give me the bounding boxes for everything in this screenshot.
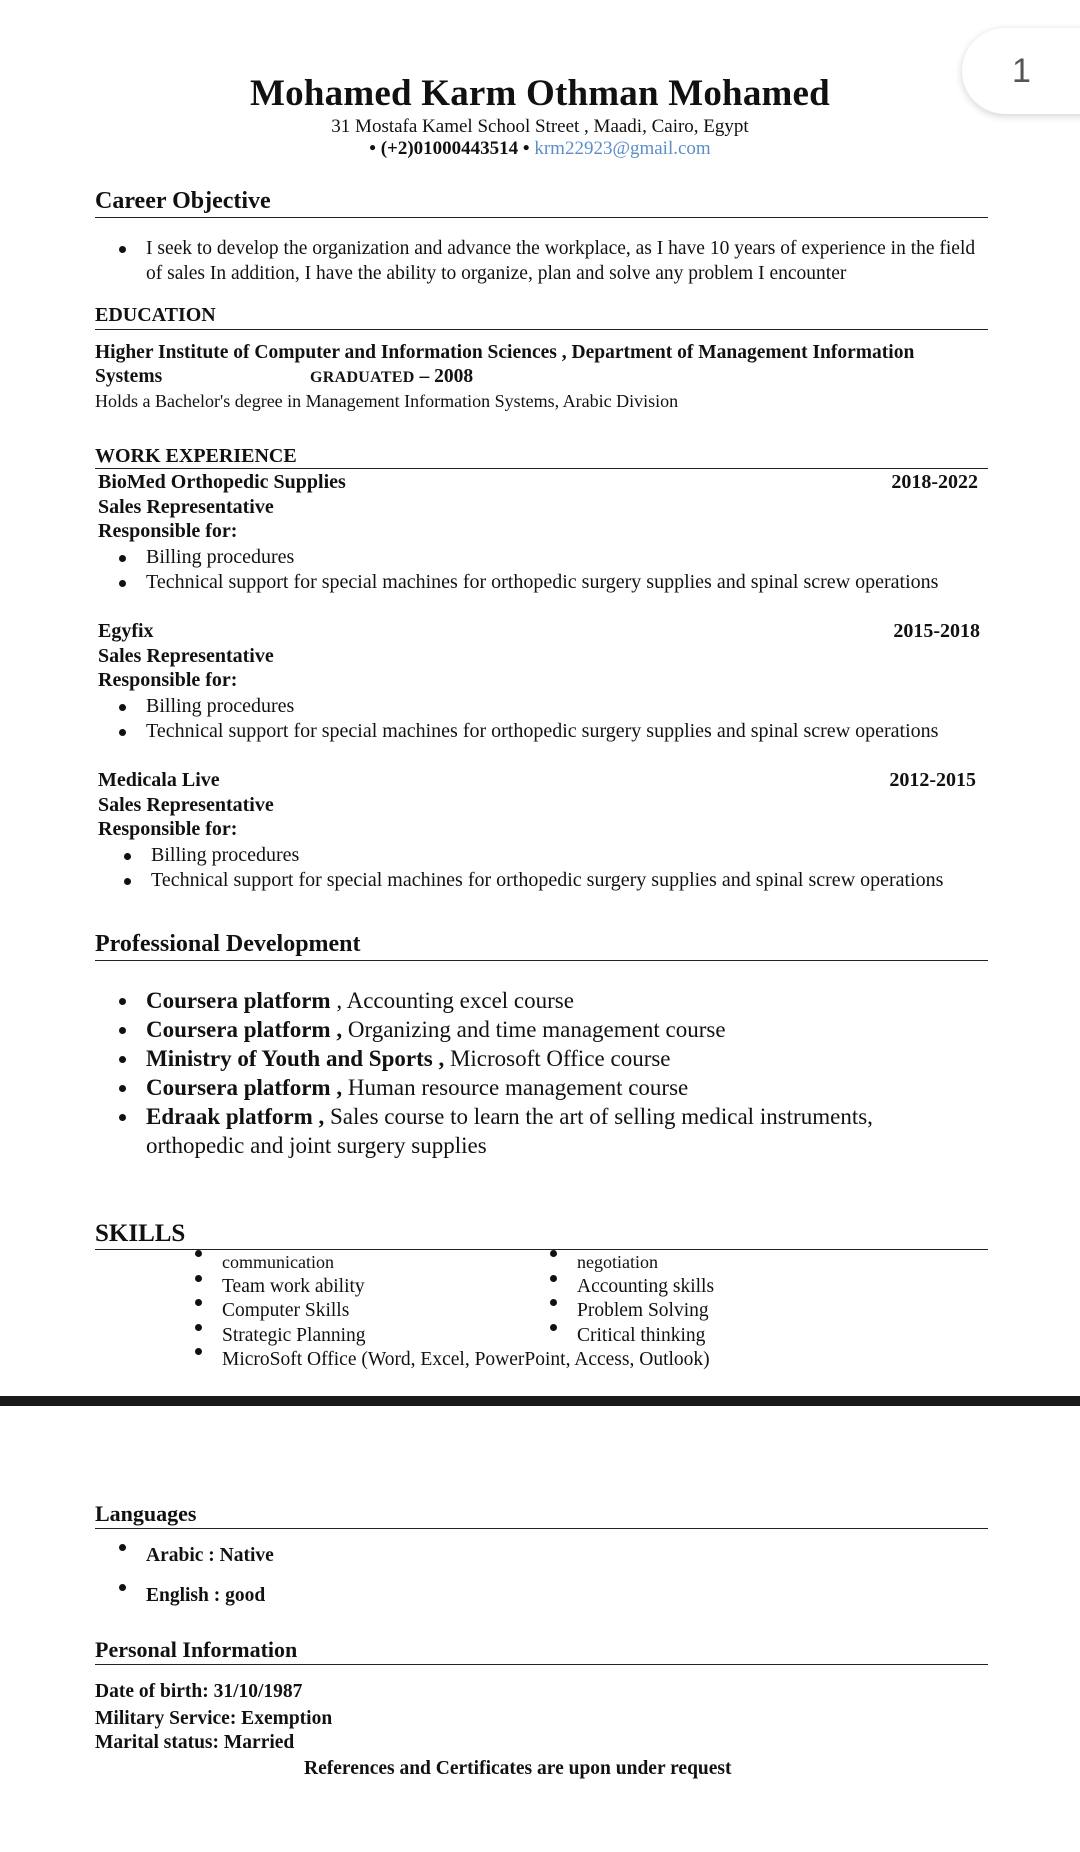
email-link[interactable]: krm22923@gmail.com bbox=[534, 138, 711, 159]
candidate-name: Mohamed Karm Othman Mohamed bbox=[250, 73, 830, 114]
job-1-role: Sales Representative bbox=[98, 496, 274, 518]
development-list bbox=[146, 986, 1016, 1160]
job-3-role: Sales Representative bbox=[98, 794, 274, 816]
list-item: Billing procedures bbox=[151, 843, 1051, 868]
job-1-duties bbox=[146, 545, 1046, 595]
course-name: Accounting excel course bbox=[346, 988, 574, 1013]
course-name: Microsoft Office course bbox=[449, 1046, 671, 1071]
job-3-company: Medicala Live bbox=[98, 769, 220, 791]
list-item: Computer Skills bbox=[222, 1299, 922, 1324]
languages-heading: Languages bbox=[95, 1500, 988, 1529]
job-2-role: Sales Representative bbox=[98, 645, 274, 667]
list-item: Arabic : Native bbox=[146, 1544, 746, 1568]
professional-development-heading: Professional Development bbox=[95, 929, 988, 961]
list-item: Billing procedures bbox=[146, 694, 1046, 719]
page-number-badge: 1 bbox=[962, 28, 1080, 114]
page-separator bbox=[0, 1396, 1080, 1406]
job-2-header bbox=[98, 619, 978, 644]
skills-right-list bbox=[577, 1250, 877, 1348]
list-item: Accounting skills bbox=[577, 1275, 877, 1300]
marital-status: Marital status: Married bbox=[95, 1732, 295, 1753]
list-item bbox=[146, 1044, 1016, 1073]
course-org: Ministry of Youth and Sports , bbox=[146, 1046, 445, 1071]
job-3-duties bbox=[151, 843, 1051, 893]
address: 31 Mostafa Kamel School Street , Maadi, Cairo, Egypt bbox=[331, 116, 749, 137]
course-org: Coursera platform , bbox=[146, 1075, 343, 1100]
list-item: Critical thinking bbox=[577, 1324, 877, 1349]
military-service: Military Service: Exemption bbox=[95, 1708, 333, 1729]
education-systems: Systems bbox=[95, 366, 163, 387]
education-institute: Higher Institute of Computer and Information Sciences , Department of Management Information bbox=[95, 342, 915, 363]
course-name: Sales course to learn the art of selling medical instruments, bbox=[330, 1104, 873, 1129]
list-item: MicroSoft Office (Word, Excel, PowerPoint, Access, Outlook) bbox=[222, 1348, 922, 1373]
course-name: Organizing and time management course bbox=[347, 1017, 726, 1042]
career-objective-heading: Career Objective bbox=[95, 186, 988, 218]
course-org: Edraak platform , bbox=[146, 1104, 325, 1129]
contact-line bbox=[0, 137, 1080, 160]
list-item bbox=[146, 1073, 1016, 1102]
career-objective-text: I seek to develop the organization and advance the workplace, as I have 10 years of experience in the field of sales In addition, I have the ability to organize, plan and solve any problem I encounter bbox=[146, 236, 996, 286]
job-1-years: 2018-2022 bbox=[891, 471, 978, 493]
job-3-header bbox=[98, 768, 978, 793]
graduated-label: GRADUATED bbox=[310, 369, 415, 386]
list-item bbox=[146, 1015, 1016, 1044]
references-note: References and Certificates are upon under request bbox=[304, 1758, 732, 1779]
career-objective-list bbox=[146, 236, 996, 286]
skills-heading bbox=[95, 1219, 988, 1250]
work-experience-heading: WORK EXPERIENCE bbox=[95, 444, 988, 469]
graduated-year: – 2008 bbox=[419, 366, 474, 387]
list-item: negotiation bbox=[577, 1250, 877, 1275]
list-item: Technical support for special machines for orthopedic surgery supplies and spinal screw operations bbox=[151, 868, 1051, 893]
list-item bbox=[146, 1102, 1016, 1160]
education-graduated bbox=[310, 365, 473, 390]
education-heading: EDUCATION bbox=[95, 303, 988, 330]
list-item: communication bbox=[222, 1250, 922, 1275]
list-item: Billing procedures bbox=[146, 545, 1046, 570]
job-1-header bbox=[98, 470, 978, 495]
course-name-continued: orthopedic and joint surgery supplies bbox=[146, 1133, 487, 1158]
job-1-company: BioMed Orthopedic Supplies bbox=[98, 471, 346, 493]
languages-list bbox=[146, 1544, 746, 1608]
list-item: Technical support for special machines for orthopedic surgery supplies and spinal screw operations bbox=[146, 570, 1046, 595]
skills-title: SKILLS bbox=[95, 1220, 186, 1247]
job-2-company: Egyfix bbox=[98, 620, 154, 642]
job-3-years: 2012-2015 bbox=[889, 769, 976, 791]
phone: • (+2)01000443514 • bbox=[369, 138, 530, 159]
list-item: Technical support for special machines for orthopedic surgery supplies and spinal screw operations bbox=[146, 719, 1046, 744]
list-item: English : good bbox=[146, 1584, 746, 1608]
job-1-resp-label: Responsible for: bbox=[98, 520, 238, 542]
job-3-resp-label: Responsible for: bbox=[98, 818, 238, 840]
job-2-duties bbox=[146, 694, 1046, 744]
job-2-resp-label: Responsible for: bbox=[98, 669, 238, 691]
course-sep: , bbox=[330, 988, 347, 1013]
date-of-birth: Date of birth: 31/10/1987 bbox=[95, 1681, 303, 1702]
course-org: Coursera platform , bbox=[146, 1017, 343, 1042]
list-item: Team work ability bbox=[222, 1275, 922, 1300]
course-org: Coursera platform bbox=[146, 988, 331, 1013]
personal-information-heading: Personal Information bbox=[95, 1636, 988, 1665]
list-item bbox=[146, 986, 1016, 1015]
job-2-years: 2015-2018 bbox=[893, 620, 980, 642]
education-degree: Holds a Bachelor's degree in Management Information Systems, Arabic Division bbox=[95, 391, 679, 411]
list-item: Problem Solving bbox=[577, 1299, 877, 1324]
list-item: Strategic Planning bbox=[222, 1324, 922, 1349]
course-name: Human resource management course bbox=[347, 1075, 689, 1100]
